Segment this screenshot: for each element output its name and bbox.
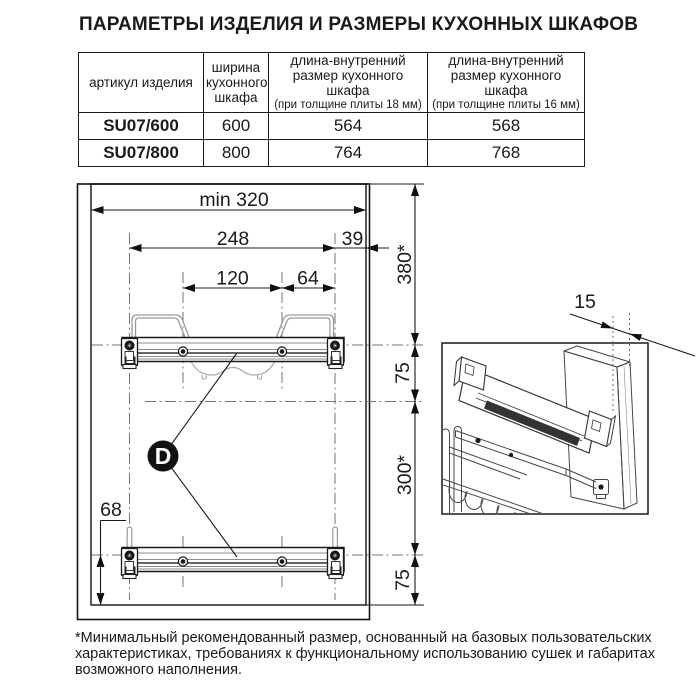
cell-len16: 768	[428, 140, 585, 167]
dim-min-320-label: min 320	[199, 189, 269, 211]
page-title: ПАРАМЕТРЫ ИЗДЕЛИЯ И РАЗМЕРЫ КУХОННЫХ ШКАФОВ	[79, 14, 639, 35]
cell-width: 600	[204, 113, 269, 140]
footnote-line: *Минимальный рекомендованный размер, основанный на базовых пользовательских	[75, 630, 652, 646]
dim-75-upper-label: 75	[392, 362, 414, 384]
footnote-line: характеристиках, требованиях к функциональному использованию сушек и габаритах	[75, 646, 655, 662]
cell-article: SU07/600	[79, 113, 204, 140]
part-label-text: D	[154, 443, 172, 469]
dim-300	[394, 402, 419, 556]
dim-39-label: 39	[341, 228, 364, 250]
dim-300-label: 300*	[394, 454, 416, 496]
dim-15-label: 15	[574, 291, 596, 313]
dim-64	[282, 268, 335, 293]
header-length-16-main: длина-внутренний размер кухонного шкафа	[448, 53, 564, 99]
header-article: артикул изделия	[79, 53, 204, 113]
header-length-16-sub: (при толщине плиты 16 мм)	[432, 99, 580, 112]
dim-64-label: 64	[297, 267, 319, 290]
cell-width: 800	[204, 140, 269, 167]
cell-len16: 568	[428, 113, 585, 140]
cell-len18: 564	[269, 113, 428, 140]
mounting-rail-top	[122, 315, 345, 379]
dim-248	[130, 228, 336, 252]
cell-len18: 764	[269, 140, 428, 167]
dim-380	[394, 184, 419, 345]
header-length-18-sub: (при толщине плиты 18 мм)	[274, 99, 422, 112]
dim-39	[335, 228, 389, 252]
dim-120-label: 120	[216, 267, 249, 290]
dim-248-label: 248	[216, 228, 250, 250]
dim-75-upper	[392, 345, 419, 402]
dim-120	[183, 268, 282, 293]
footnote	[75, 630, 660, 678]
part-label-d	[148, 353, 238, 557]
header-width: ширина кухонного шкафа	[204, 53, 269, 113]
cell-article: SU07/800	[79, 140, 204, 167]
dim-75-lower-label: 75	[392, 569, 414, 591]
inset-3d-view	[437, 343, 648, 523]
dim-75-lower	[392, 555, 419, 605]
dim-68-label: 68	[100, 499, 122, 521]
footnote-line: возможного наполнения.	[75, 662, 242, 678]
dim-min-320	[92, 189, 367, 214]
header-length-18-main: длина-внутренний размер кухонного шкафа	[290, 53, 406, 99]
dim-380-label: 380*	[394, 244, 416, 285]
mounting-rail-bottom	[122, 527, 345, 579]
